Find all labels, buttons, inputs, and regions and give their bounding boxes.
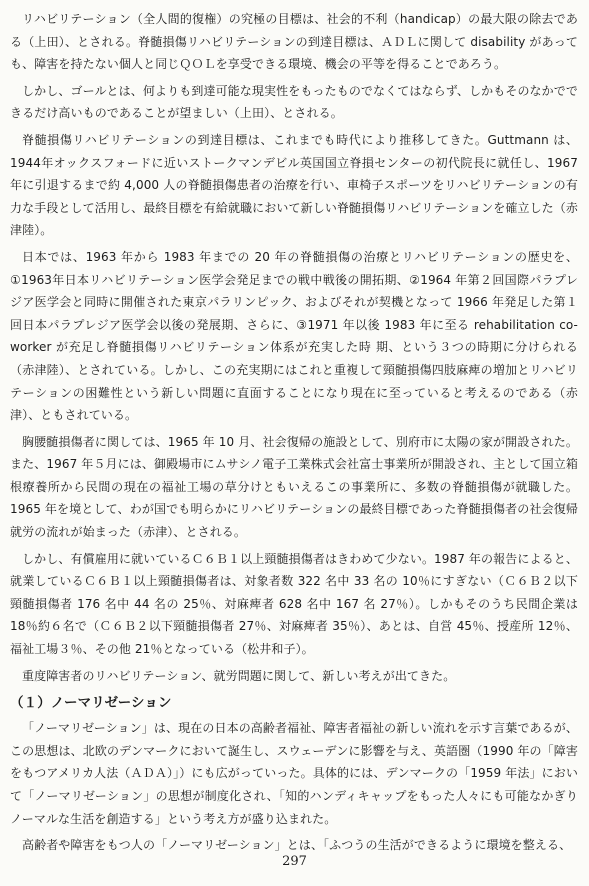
page-number: 297	[282, 854, 307, 869]
paragraph: しかし、有償雇用に就いているＣ６Ｂ１以上頸髄損傷者はきわめて少ない。1987 年の報告によると、就業しているＣ６Ｂ１以上頸髄損傷者は、対象者数 322 名中 33 名の 10％にすぎない（Ｃ６Ｂ２以下頸髄損傷者 176 名中 44 名の 25％、対麻痺者 628 名中 167 名 27％）。しかもそのうち民間企業は 18％約６名で（Ｃ６Ｂ２以下頸髄損傷者 27％、対麻痺者 35％）、あとは、自営 45％、授産所 12％、福祉工場３％、その他 21％となっている（松井和子）。	[10, 551, 579, 657]
paragraph: 脊髄損傷リハビリテーションの到達目標は、これまでも時代により推移してきた。Guttmann は、1944年オックスフォードに近いストークマンデビル英国国立脊損センターの初代院長に就任し、1967 年に引退するまで約 4,000 人の脊髄損傷患者の治療を行い、車椅子スポーツをリハビリテーションの有力な手段として活用し、最終目標を有給就職において新しい脊髄損傷リハビリテーションを確立した（赤津陸）。	[10, 132, 578, 238]
paragraph: しかし、ゴールとは、何よりも到達可能な現実性をもったものでなくてはならず、しかもそのなかでできるだけ高いものであることが望ましい（上田）、とされる。	[10, 83, 578, 121]
section-heading: （１）ノーマリゼーション	[10, 695, 172, 712]
paragraph: リハビリテーション（全人間的復権）の究極の目標は、社会的不利（handicap）の最大限の除去である（上田）、とされる。脊髄損傷リハビリテーションの到達目標は、ＡＤＬに関して disability があっても、障害を持たない個人と同じＱＯＬを享受できる環境、機会の平等を得ることであろう。	[10, 12, 578, 72]
body-text	[10, 8, 578, 861]
paragraph: 高齢者や障害をもつ人の「ノーマリゼーション」とは、「ふつうの生活ができるように環境を整える、	[22, 838, 572, 853]
paragraph: 「ノーマリゼーション」は、現在の日本の高齢者福祉、障害者福祉の新しい流れを示す言葉であるが、この思想は、北欧のデンマークにおいて誕生し、スウェーデンに影響を与え、英語圏（1990 年の「障害をもつアメリカ人法（ＡＤＡ）」）にも広がっていった。具体的には、デンマークの「1959 年法」において「ノーマリゼーション」の思想が制度化され、「知的ハンディキャップをもった人々にも可能なかぎりノーマルな生活を創造する」という考え方が盛り込まれた。	[10, 721, 578, 826]
paragraph: 重度障害者のリハビリテーション、就労問題に関して、新しい考えが出てきた。	[22, 668, 456, 683]
paragraph: 日本では、1963 年から 1983 年までの 20 年の脊髄損傷の治療とリハビリテーションの歴史を、①1963年日本リハビリテーション医学会発足までの戦中戦後の開拓期、②1964 年第２回国際パラプレジア医学会と同時に開催された東京パラリンピック、およびそれが契機となって 1966 年発足した第１回日本パラプレジア医学会以後の発展期、さらに、③1971 年以後 1983 年に至る rehabilitation co-worker が充足し脊髄損傷リハビリテーション体系が充実した時 期、という３つの時期に分けられる（赤津陸）、とされている。しかし、この充実期にはこれと重複して頸髄損傷四肢麻痺の増加とリハビリテーションの困難性という新しい問題に直面することになり現在に至っていると考えるのである（赤津）、ともされている。	[10, 249, 578, 423]
paragraph: 胸腰髄損傷者に関しては、1965 年 10 月、社会復帰の施設として、別府市に太陽の家が開設された。また、1967 年５月には、御殿場市にムサシノ電子工業株式会社富士事業所が開設され、主として国立箱根療養所から民間の現在の福祉工場の草分けともいえるこの事業所に、多数の脊髄損傷が就職した。1965 年を境として、わが国でも明らかにリハビリテーションの最終目標であった脊髄損傷者の社会復帰就労の流れが始まった（赤津）、とされる。	[10, 434, 578, 540]
